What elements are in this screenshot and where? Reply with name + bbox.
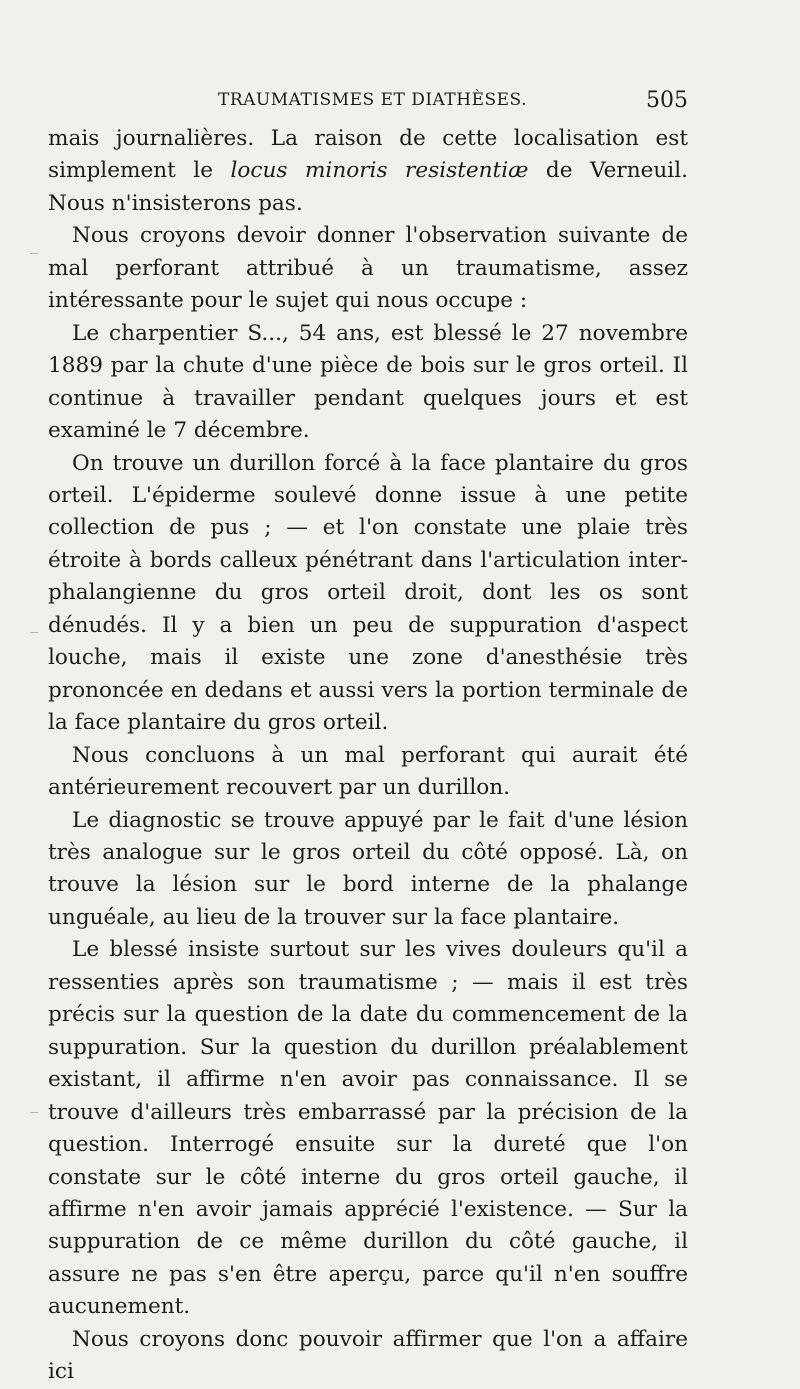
margin-mark	[30, 632, 38, 633]
paragraph: Le charpentier S..., 54 ans, est blessé le 27 novembre 1889 par la chute d'une pièce de bois sur le gros orteil. Il continue à travailler pendant quelques jours et est examiné le 7 décembre.	[48, 320, 688, 444]
page-header	[48, 90, 688, 120]
paragraph: Nous concluons à un mal perforant qui aurait été antérieurement recouvert par un durillon.	[48, 742, 688, 801]
text-run: mais journalières. La raison de cette localisation est simplement le	[48, 126, 688, 184]
paragraph: Nous croyons donc pouvoir affirmer que l'on a affaire ici	[48, 1326, 688, 1385]
paragraph	[48, 123, 688, 220]
paragraph: Nous croyons devoir donner l'observation suivante de mal perforant attribué à un traumatisme, assez intéressante pour le sujet qui nous occupe :	[48, 223, 688, 314]
paragraph: Le diagnostic se trouve appuyé par le fait d'une lésion très analogue sur le gros orteil du côté opposé. Là, on trouve la lésion sur le bord interne de la phalange unguéale, au lieu de la trouver sur la face plantaire.	[48, 807, 688, 930]
running-title: TRAUMATISMES ET DIATHÈSES.	[218, 90, 527, 110]
text-run: de Verneuil. Nous n'insisterons pas.	[48, 158, 688, 216]
margin-mark	[30, 253, 38, 254]
margin-mark	[30, 1112, 38, 1113]
paragraph: On trouve un durillon forcé à la face plantaire du gros orteil. L'épiderme soulevé donne issue à une petite collection de pus ; — et l'on constate une plaie très étroite à bords calleux pénétrant dans l'articulation inter-phalangienne du gros orteil droit, dont les os sont dénudés. Il y a bien un peu de suppuration d'aspect louche, mais il existe une zone d'anesthésie très prononcée en dedans et aussi vers la portion terminale de la face plantaire du gros orteil.	[48, 450, 688, 736]
italic-phrase: locus minoris resistentiæ	[230, 158, 529, 184]
page-number: 505	[646, 88, 688, 113]
body-text	[48, 123, 688, 1389]
paragraph: Le blessé insiste surtout sur les vives douleurs qu'il a ressenties après son traumatisme ; — mais il est très précis sur la question de la date du commencement de la suppuration. Sur la question du durillon préalablement existant, il affirme n'en avoir pas connaissance. Il se trouve d'ailleurs très embarrassé par la précision de la question. Interrogé ensuite sur la dureté que l'on constate sur le côté interne du gros orteil gauche, il affirme n'en avoir jamais apprécié l'existence. — Sur la suppuration de ce même durillon du côté gauche, il assure ne pas s'en être aperçu, parce qu'il n'en souffre aucunement.	[48, 937, 688, 1320]
